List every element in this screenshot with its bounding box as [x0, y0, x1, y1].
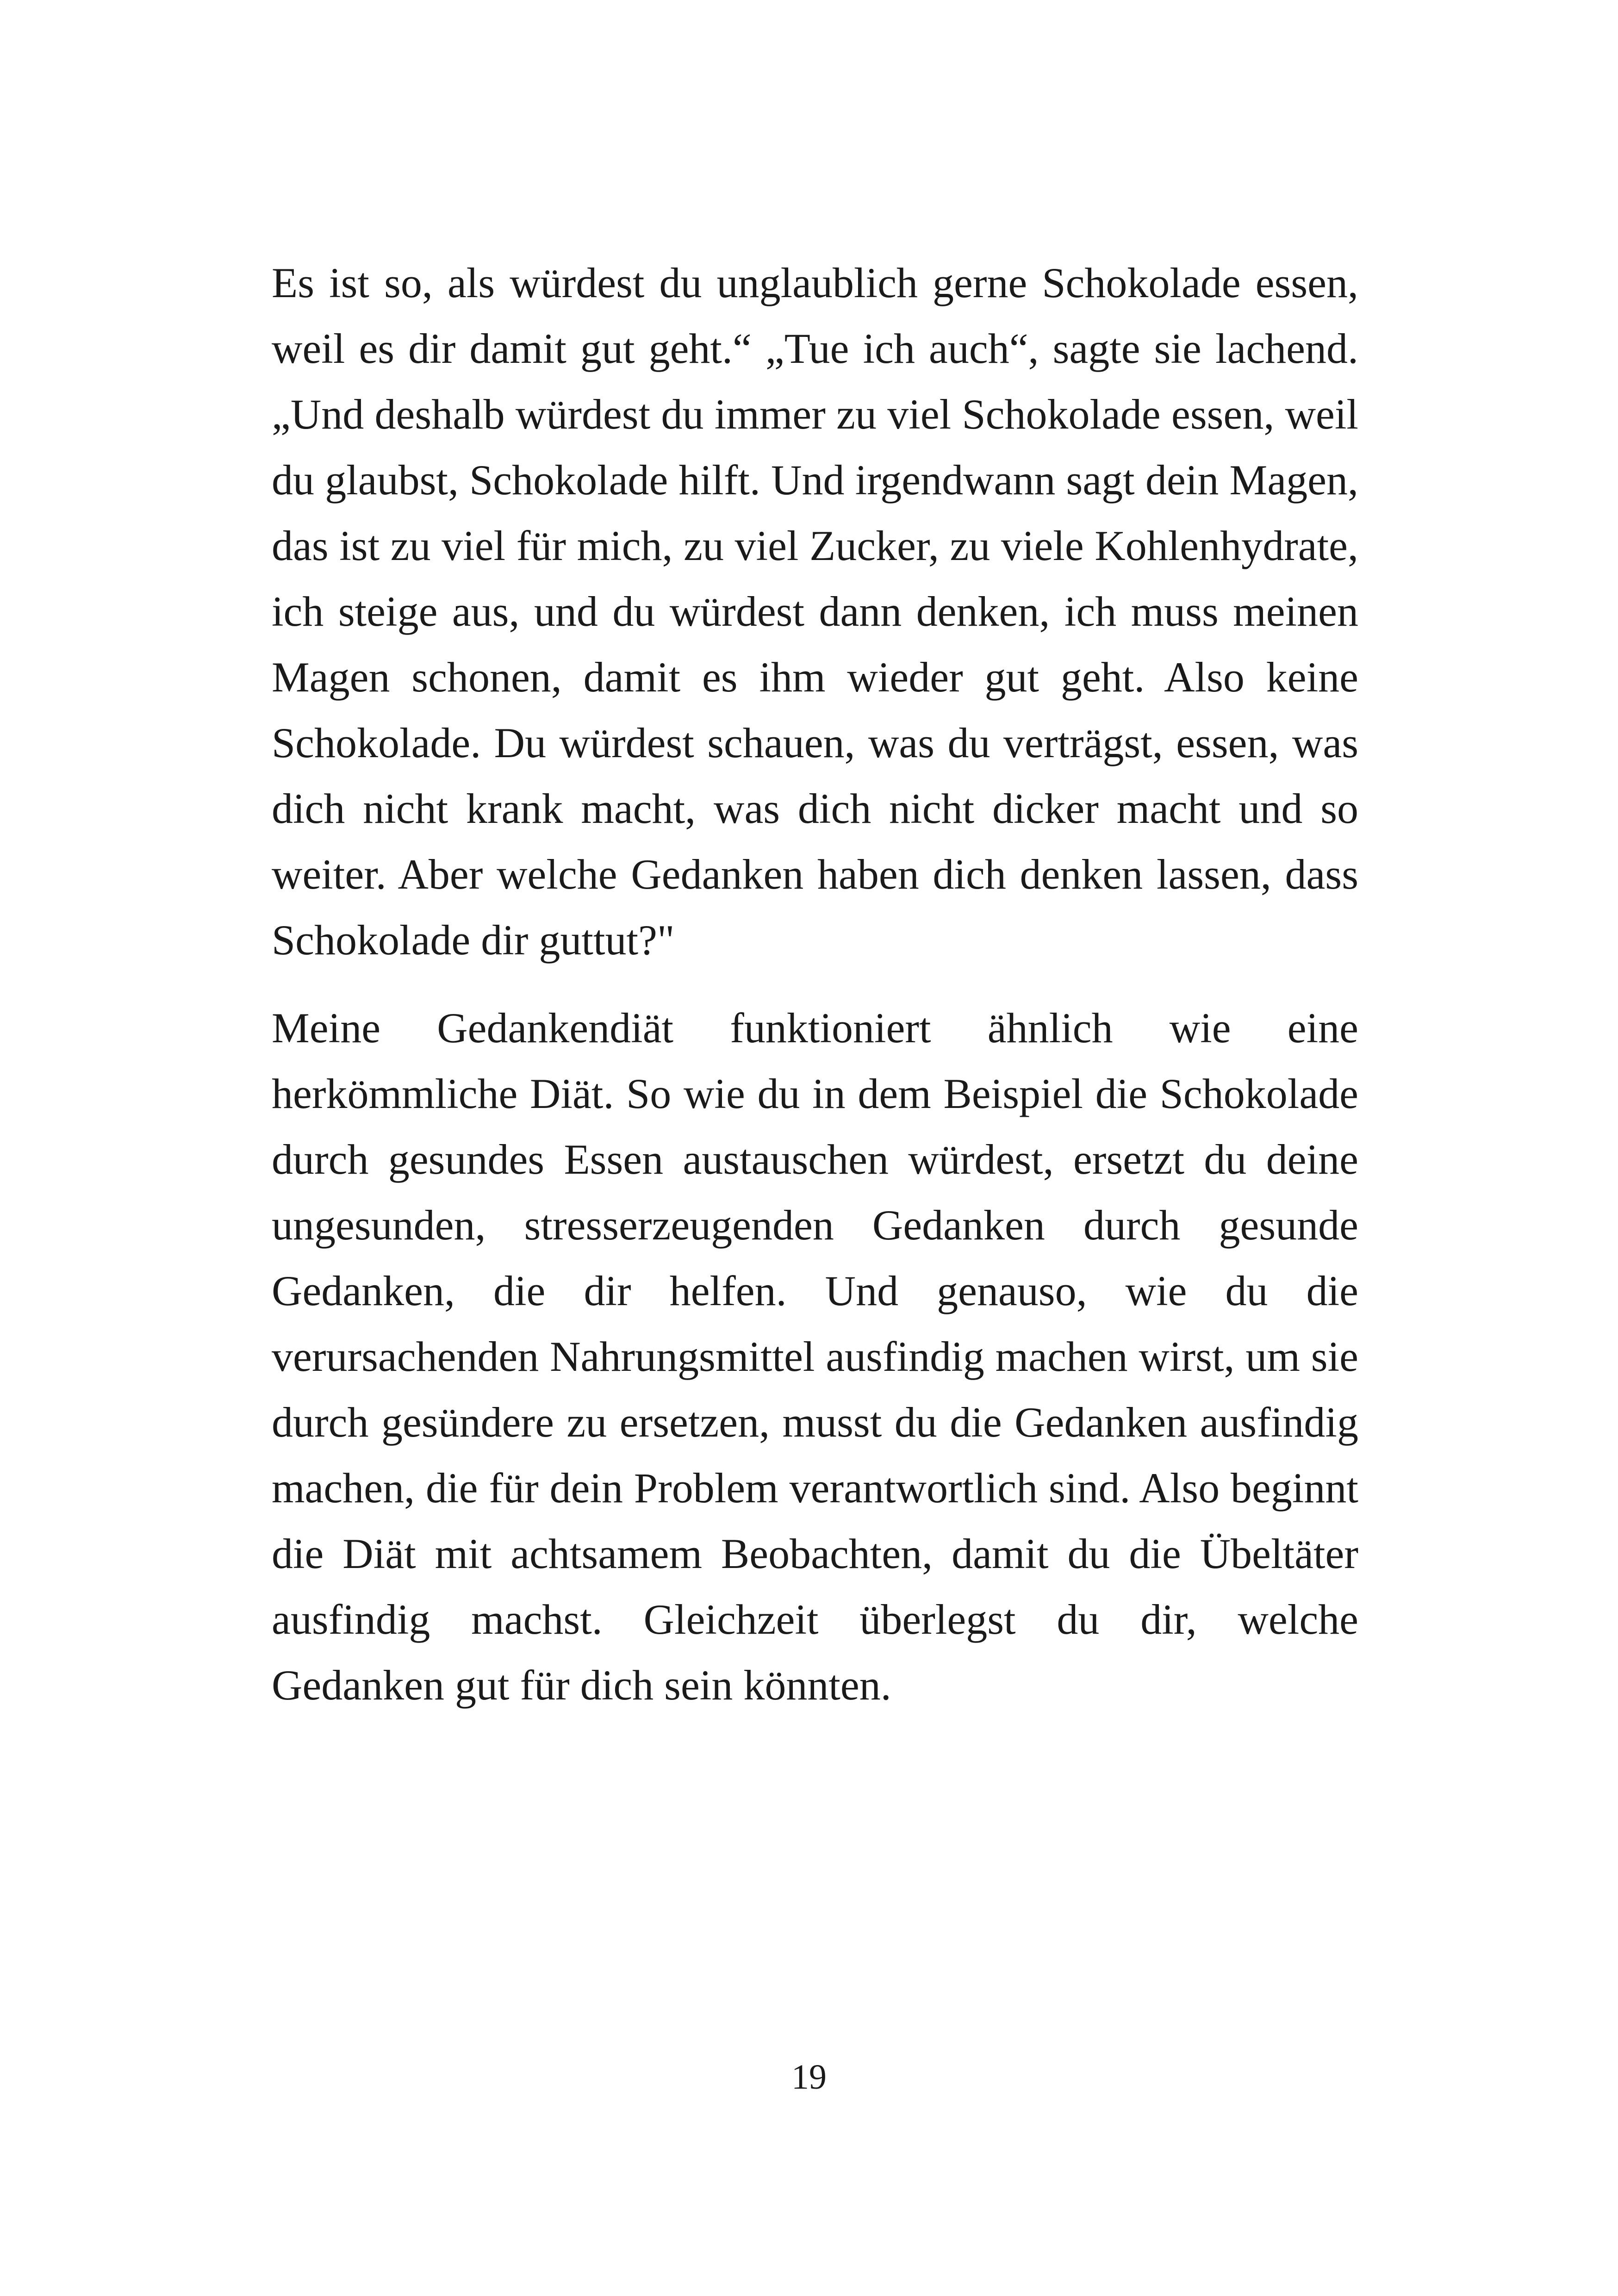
paragraph-1: Es ist so, als würdest du unglaublich gerne Schokolade essen, weil es dir damit gut geht.“ „Tue ich auch“, sagte sie lachend. „Und deshalb würdest du immer zu viel Schokolade essen, weil du glaubst, Schokolade hilft. Und irgendwann sagt dein Magen, das ist zu viel für mich, zu viel Zucker, zu viele Kohlenhydrate, ich steige aus, und du würdest dann denken, ich muss meinen Magen schonen, damit es ihm wieder gut geht. Also keine Schokolade. Du würdest schauen, was du verträgst, essen, was dich nicht krank macht, was dich nicht dicker macht und so weiter. Aber welche Gedanken haben dich denken lassen, dass Schokolade dir guttut?": [272, 259, 1358, 964]
body-text: [272, 250, 1358, 1718]
page-number: 19: [791, 2058, 827, 2097]
paragraph-2: Meine Gedankendiät funktioniert ähnlich wie eine herkömmliche Diät. So wie du in dem Beispiel die Schokolade durch gesundes Essen austauschen würdest, ersetzt du deine ungesunden, stresserzeugenden Gedanken durch gesunde Gedanken, die dir helfen. Und genauso, wie du die verursachenden Nahrungsmittel ausfindig machen wirst, um sie durch gesündere zu ersetzen, musst du die Gedanken ausfindig machen, die für dein Problem verantwortlich sind. Also beginnt die Diät mit achtsamem Beobachten, damit du die Übeltäter ausfindig machst. Gleichzeit überlegst du dir, welche Gedanken gut für dich sein könnten.: [272, 1004, 1358, 1709]
